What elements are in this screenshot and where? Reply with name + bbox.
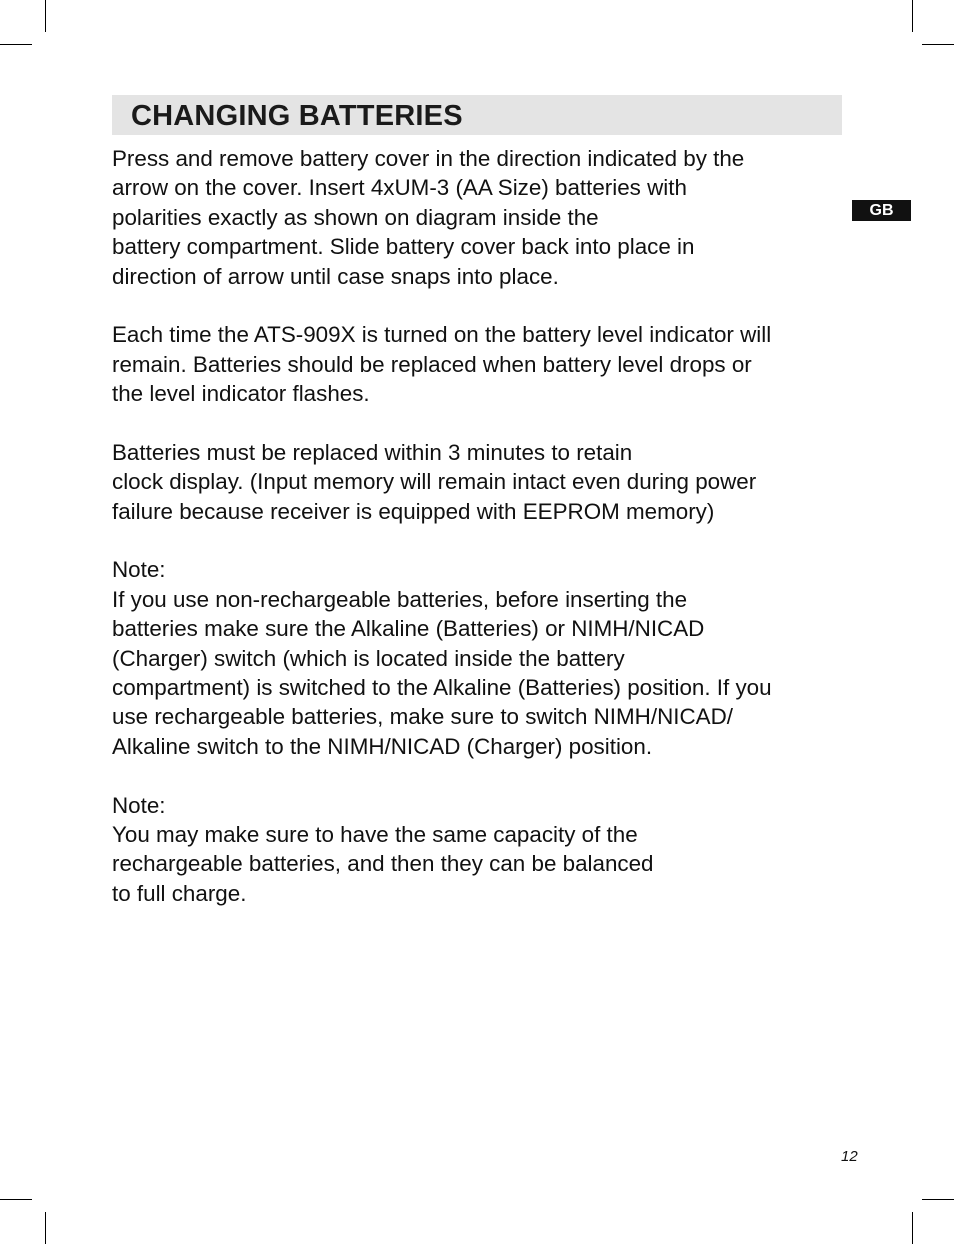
- crop-mark-top-right-horizontal: [922, 44, 954, 45]
- text-line: batteries make sure the Alkaline (Batteries) or NIMH/NICAD: [112, 616, 705, 642]
- section-title: CHANGING BATTERIES: [131, 100, 463, 132]
- text-line: Batteries must be replaced within 3 minutes to retain: [112, 439, 633, 465]
- text-line: compartment) is switched to the Alkaline (Batteries) position. If you: [112, 675, 772, 701]
- text-line: to full charge.: [112, 880, 247, 906]
- paragraph-gap: [112, 409, 852, 438]
- paragraph: [112, 320, 852, 408]
- crop-mark-top-left-horizontal: [0, 44, 32, 45]
- text-line: Alkaline switch to the NIMH/NICAD (Charger) position.: [112, 733, 653, 759]
- note-label: Note:: [112, 557, 166, 583]
- text-line: (Charger) switch (which is located inside the battery: [112, 645, 625, 671]
- text-line: battery compartment. Slide battery cover back into place in: [112, 234, 695, 260]
- text-line: polarities exactly as shown on diagram inside the: [112, 204, 599, 230]
- text-line: Press and remove battery cover in the direction indicated by the: [112, 146, 745, 171]
- paragraph-gap: [112, 291, 852, 320]
- crop-mark-bottom-left-vertical: [45, 1212, 46, 1244]
- text-line: direction of arrow until case snaps into place.: [112, 263, 559, 289]
- text-line: arrow on the cover. Insert 4xUM-3 (AA Size) batteries with: [112, 175, 687, 201]
- text-line: use rechargeable batteries, make sure to switch NIMH/NICAD/: [112, 704, 733, 730]
- crop-mark-bottom-right-horizontal: [922, 1199, 954, 1200]
- text-line: the level indicator flashes.: [112, 381, 370, 407]
- paragraph: [112, 144, 852, 291]
- section-title-bar: [112, 95, 842, 135]
- text-line: If you use non-rechargeable batteries, before inserting the: [112, 586, 688, 612]
- paragraph: [112, 438, 852, 526]
- crop-mark-bottom-left-horizontal: [0, 1199, 32, 1200]
- language-tab: GB: [852, 200, 911, 221]
- crop-mark-top-left-vertical: [45, 0, 46, 32]
- body-text: [112, 144, 852, 908]
- text-line: You may make sure to have the same capacity of the: [112, 821, 638, 847]
- crop-mark-top-right-vertical: [912, 0, 913, 32]
- text-line: Each time the ATS-909X is turned on the battery level indicator will: [112, 322, 772, 348]
- text-line: clock display. (Input memory will remain intact even during power: [112, 469, 757, 495]
- text-line: failure because receiver is equipped with EEPROM memory): [112, 498, 715, 524]
- paragraph-gap: [112, 526, 852, 555]
- paragraph: [112, 791, 852, 909]
- text-line: rechargeable batteries, and then they can be balanced: [112, 851, 654, 877]
- paragraph-gap: [112, 761, 852, 790]
- note-label: Note:: [112, 792, 166, 818]
- page-number: 12: [841, 1148, 858, 1165]
- paragraph: [112, 555, 852, 761]
- crop-mark-bottom-right-vertical: [912, 1212, 913, 1244]
- text-line: remain. Batteries should be replaced when battery level drops or: [112, 351, 752, 377]
